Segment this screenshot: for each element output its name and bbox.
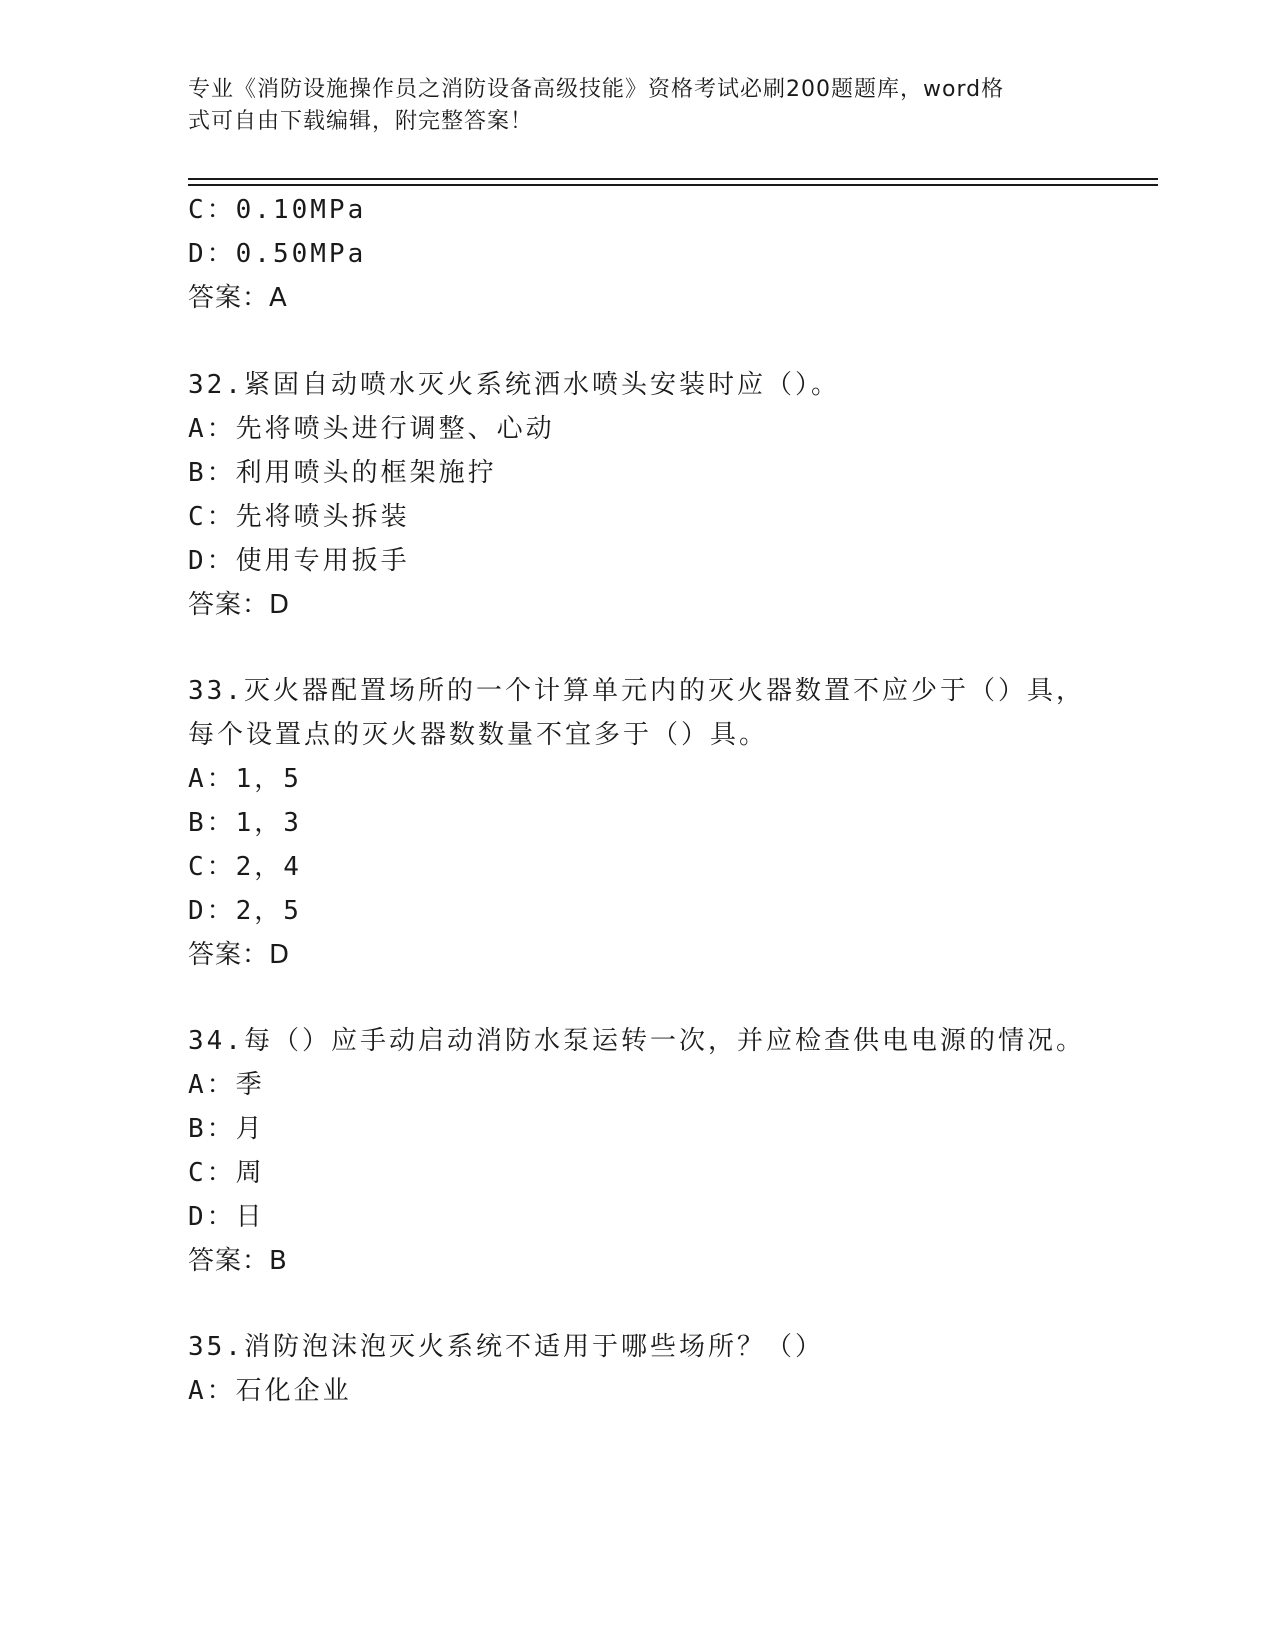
question-33-option-b: B：1，3	[188, 808, 302, 838]
question-34-option-d: D：日	[188, 1202, 265, 1232]
question-33-stem-line-2: 每个设置点的灭火器数数量不宜多于（）具。	[188, 720, 769, 750]
question-34-answer: 答案：B	[188, 1246, 288, 1276]
header-divider-top	[188, 178, 1158, 180]
question-34-option-b: B：月	[188, 1114, 265, 1144]
header-line-2: 式可自由下载编辑，附完整答案！	[188, 109, 534, 134]
document-header	[188, 74, 1088, 138]
prev-option-d: D：0.50MPa	[188, 239, 367, 269]
question-32-stem: 32.紧固自动喷水灭火系统洒水喷头安装时应（）。	[188, 370, 840, 400]
question-33-option-c: C：2，4	[188, 852, 302, 882]
prev-answer: 答案：A	[188, 283, 288, 313]
question-32-option-d: D：使用专用扳手	[188, 546, 410, 576]
question-34-option-a: A：季	[188, 1070, 265, 1100]
header-line-1: 专业《消防设施操作员之消防设备高级技能》资格考试必刷200题题库，word格	[188, 77, 1005, 102]
question-33-stem-line-1: 33.灭火器配置场所的一个计算单元内的灭火器数置不应少于（）具，	[188, 676, 1085, 706]
question-33-option-d: D：2，5	[188, 896, 302, 926]
question-33-answer: 答案：D	[188, 940, 291, 970]
question-34-option-c: C：周	[188, 1158, 265, 1188]
question-35-option-a: A：石化企业	[188, 1376, 352, 1406]
question-32-option-b: B：利用喷头的框架施拧	[188, 458, 497, 488]
question-32-answer: 答案：D	[188, 590, 291, 620]
header-divider-bottom	[188, 184, 1158, 186]
question-32-option-c: C：先将喷头拆装	[188, 502, 410, 532]
question-34-stem: 34.每（）应手动启动消防水泵运转一次，并应检查供电电源的情况。	[188, 1026, 1085, 1056]
question-32-option-a: A：先将喷头进行调整、心动	[188, 414, 555, 444]
question-33-option-a: A：1，5	[188, 764, 302, 794]
question-35-stem: 35.消防泡沫泡灭火系统不适用于哪些场所？（）	[188, 1332, 824, 1362]
prev-option-c: C：0.10MPa	[188, 195, 367, 225]
